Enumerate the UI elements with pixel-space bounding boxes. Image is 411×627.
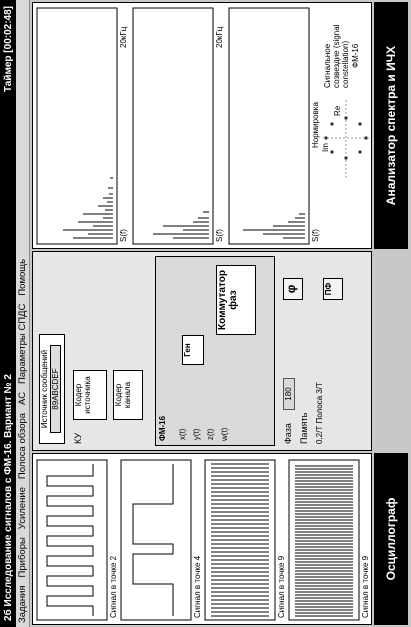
menu-as[interactable]: АС <box>17 391 28 405</box>
normalize-button[interactable]: Нормировка <box>311 102 320 148</box>
spec-row2-freq: 20кГц <box>215 26 224 48</box>
axis-re: Re <box>333 105 342 116</box>
source-coder: Кодер источника <box>73 370 107 420</box>
pf-block: ПФ <box>323 278 343 300</box>
channel-2-trace <box>121 460 191 620</box>
spectrum-footer: Анализатор спектра и ИЧХ <box>374 2 408 249</box>
menu-bar <box>16 0 30 627</box>
ch4-point-label: Сигнал в точке 9 <box>361 555 370 618</box>
oscilloscope-footer: Осциллограф <box>374 453 408 625</box>
memory-label[interactable]: Память <box>299 412 309 444</box>
spectrum-panel <box>32 2 372 249</box>
constellation-sub: ФМ-16 <box>351 43 360 68</box>
phi-block: φ <box>283 278 303 300</box>
menu-help[interactable]: Помощь <box>17 258 28 296</box>
modulator-block: ФМ-16 Ген Коммутатор фаз x(t) y(t) z(t) w(t) <box>155 256 275 446</box>
scheme-panel <box>32 251 372 451</box>
axis-im: Im <box>321 143 330 152</box>
channel-3-trace <box>205 460 275 620</box>
spec-row3-label: S(f) <box>311 229 320 242</box>
spec-row1-label: S(f) <box>119 229 128 242</box>
ch1-point-label: Сигнал в точке 2 <box>109 555 118 618</box>
constellation-title: Сигнальное созвездие (signal constellation) <box>323 24 350 88</box>
source-value[interactable]: 89ABCDEF <box>50 345 61 433</box>
spectrum-row-1 <box>37 8 117 244</box>
oscilloscope-panel <box>32 453 372 625</box>
menu-gain[interactable]: Усиление <box>17 487 28 530</box>
spec-row1-freq: 20кГц <box>119 26 128 48</box>
signal-list: x(t) y(t) z(t) w(t) <box>178 427 229 441</box>
window-title: 2б Исследование сигналов с ФМ-16. Вариант № 2 <box>2 374 14 621</box>
channel-coder: Кодер канала <box>113 370 143 420</box>
message-source: Источник сообщений 89ABCDEF <box>39 334 65 444</box>
menu-tasks[interactable]: Задания <box>17 585 28 623</box>
spectrum-row-2 <box>133 8 213 244</box>
spectrum-row-3 <box>229 8 309 244</box>
oscilloscope-traces <box>33 454 371 624</box>
ku-label: КУ <box>73 432 83 444</box>
phase-label: Фаза <box>283 423 293 444</box>
spec-row2-label: S(f) <box>215 229 224 242</box>
phase-commutator: Коммутатор фаз <box>216 265 256 335</box>
spectrum-plots <box>33 3 371 248</box>
title-bar <box>0 0 16 627</box>
menu-params[interactable]: Параметры СПДС <box>17 303 28 384</box>
channel-4-trace <box>289 460 359 620</box>
menu-bandwidth[interactable]: Полоса обзора <box>17 412 28 480</box>
ch3-point-label: Сигнал в точке 9 <box>277 555 286 618</box>
menu-devices[interactable]: Приборы <box>17 537 28 578</box>
constellation-plot <box>323 98 369 178</box>
ch2-point-label: Сигнал в точке 4 <box>193 555 202 618</box>
channel-1-trace <box>37 460 107 620</box>
timer-display: Таймер [00:02:48] <box>2 6 14 93</box>
phase-value[interactable]: 180 <box>283 378 295 410</box>
generator: Ген <box>182 335 204 365</box>
band-label: 0,2/Т Полоса 3/Т <box>315 382 324 444</box>
